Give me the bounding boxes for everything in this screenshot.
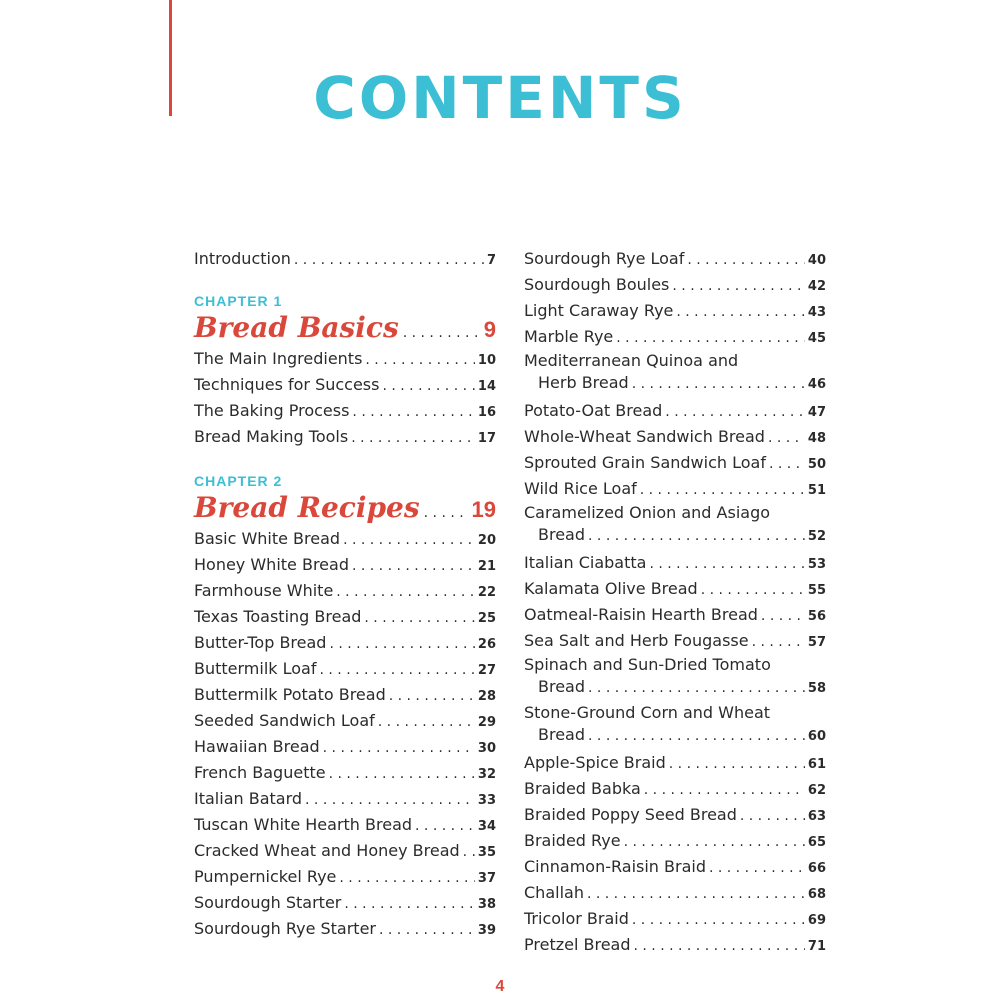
toc-entry[interactable]: [524, 272, 826, 298]
toc-entry-title: Oatmeal-Raisin Hearth Bread: [524, 605, 758, 624]
toc-entry-title: Potato-Oat Bread: [524, 401, 663, 420]
toc-entry-page: 55: [807, 583, 826, 598]
dot-leader: [672, 273, 805, 299]
dot-leader: [382, 373, 474, 399]
chapter-label: CHAPTER 2: [194, 473, 283, 489]
toc-entry-page: 27: [477, 663, 496, 678]
toc-entry[interactable]: [524, 906, 826, 932]
toc-entry-page: 63: [807, 809, 826, 824]
toc-entry[interactable]: [524, 450, 826, 476]
dot-leader: [352, 553, 475, 579]
toc-entry-title: Honey White Bread: [194, 555, 349, 574]
dot-leader: [632, 373, 805, 395]
toc-entry-title: Cracked Wheat and Honey Bread: [194, 841, 460, 860]
toc-entry-page: 50: [807, 457, 826, 472]
toc-entry-title: Pretzel Bread: [524, 935, 631, 954]
toc-entry[interactable]: [524, 828, 826, 854]
page-title: CONTENTS: [313, 64, 687, 132]
chapter-title: Bread Recipes: [194, 491, 420, 524]
chapter-title-heading[interactable]: [194, 310, 496, 346]
dot-leader: [676, 299, 805, 325]
toc-entry-page: 61: [807, 757, 826, 772]
dot-leader: [352, 399, 474, 425]
toc-entry[interactable]: [194, 372, 496, 398]
dot-leader: [588, 725, 805, 747]
dot-leader: [329, 761, 475, 787]
dot-leader: [344, 891, 475, 917]
dot-leader: [740, 803, 805, 829]
toc-entry-title: Introduction: [194, 249, 291, 268]
toc-entry[interactable]: [194, 578, 496, 604]
toc-entry-title-line2: Herb Bread: [538, 373, 629, 392]
chapter-label: CHAPTER 1: [194, 293, 283, 309]
toc-entry[interactable]: [524, 654, 826, 698]
toc-entry-title: Pumpernickel Rye: [194, 867, 337, 886]
toc-entry-page: 69: [807, 913, 826, 928]
toc-entry[interactable]: [524, 702, 826, 746]
toc-entry-title: Italian Ciabatta: [524, 553, 647, 572]
dot-leader: [365, 347, 475, 373]
toc-entry[interactable]: [524, 750, 826, 776]
toc-entry-title: Butter-Top Bread: [194, 633, 327, 652]
toc-entry-page: 37: [477, 871, 496, 886]
toc-entry-title: The Baking Process: [194, 401, 350, 420]
chapter-2-entries: [194, 526, 496, 942]
toc-entry-introduction[interactable]: [194, 246, 496, 272]
dot-leader: [588, 677, 805, 699]
toc-entry-page: 25: [477, 611, 496, 626]
toc-entry[interactable]: [524, 298, 826, 324]
toc-entry[interactable]: [524, 628, 826, 654]
toc-entry-page: 20: [477, 533, 496, 548]
toc-entry-title: Farmhouse White: [194, 581, 334, 600]
toc-entry-title: Italian Batard: [194, 789, 303, 808]
toc-entry-title: Sourdough Rye Loaf: [524, 249, 685, 268]
toc-entry-title: The Main Ingredients: [194, 349, 363, 368]
toc-entry[interactable]: [524, 880, 826, 906]
toc-entry-page: 46: [807, 377, 826, 392]
toc-entry-title: Tricolor Braid: [524, 909, 629, 928]
toc-entry[interactable]: [194, 786, 496, 812]
toc-entry[interactable]: [194, 708, 496, 734]
dot-leader: [769, 451, 805, 477]
chapter-title-heading[interactable]: [194, 490, 496, 526]
toc-entry-title: Sourdough Starter: [194, 893, 342, 912]
toc-entry-title: Techniques for Success: [194, 375, 380, 394]
toc-entry-title: Marble Rye: [524, 327, 614, 346]
toc-entry-title-line1: Caramelized Onion and Asiago: [524, 503, 771, 522]
toc-entry-page: 35: [477, 845, 496, 860]
toc-entry-page: 30: [477, 741, 496, 756]
toc-entry-page: 7: [486, 253, 496, 268]
toc-entry-page: 56: [807, 609, 826, 624]
toc-entry-title: Buttermilk Loaf: [194, 659, 317, 678]
toc-entry-page: 48: [807, 431, 826, 446]
toc-entry[interactable]: [194, 398, 496, 424]
dot-leader: [640, 477, 805, 503]
toc-entry[interactable]: [194, 916, 496, 942]
toc-entry[interactable]: [524, 602, 826, 628]
toc-entry-title: Buttermilk Potato Bread: [194, 685, 386, 704]
toc-entry-page: 38: [477, 897, 496, 912]
dot-leader: [624, 829, 805, 855]
toc-right-column: [524, 246, 826, 958]
toc-entry-page: 71: [807, 939, 826, 954]
dot-leader: [616, 325, 805, 351]
toc-entry-title: Seeded Sandwich Loaf: [194, 711, 375, 730]
toc-entry-page: 53: [807, 557, 826, 572]
dot-leader: [761, 603, 805, 629]
toc-entry[interactable]: [194, 812, 496, 838]
dot-leader: [379, 917, 475, 943]
toc-entry-page: 42: [807, 279, 826, 294]
toc-entry-page: 51: [807, 483, 826, 498]
toc-entry-title: Wild Rice Loaf: [524, 479, 637, 498]
dot-leader: [305, 787, 475, 813]
toc-entry-page: 32: [477, 767, 496, 782]
toc-entry-title: Bread Making Tools: [194, 427, 349, 446]
dot-leader: [424, 495, 468, 531]
toc-entry[interactable]: [524, 502, 826, 546]
toc-left-column: [194, 246, 496, 942]
toc-entry-title: Sea Salt and Herb Fougasse: [524, 631, 749, 650]
dot-leader: [351, 425, 475, 451]
dot-leader: [343, 527, 475, 553]
toc-entry-title: Tuscan White Hearth Bread: [194, 815, 413, 834]
dot-leader: [632, 907, 805, 933]
toc-entry[interactable]: [524, 802, 826, 828]
toc-entry-page: 39: [477, 923, 496, 938]
toc-entry[interactable]: [194, 604, 496, 630]
toc-entry[interactable]: [194, 890, 496, 916]
dot-leader: [649, 551, 804, 577]
dot-leader: [336, 579, 475, 605]
toc-entry-page: 34: [477, 819, 496, 834]
dot-leader: [364, 605, 475, 631]
toc-entry-title: Sourdough Rye Starter: [194, 919, 376, 938]
toc-entry[interactable]: [194, 630, 496, 656]
dot-leader: [701, 577, 805, 603]
toc-entry-title-line2: Bread: [538, 677, 586, 696]
toc-entry-title: Cinnamon-Raisin Braid: [524, 857, 706, 876]
toc-entry-title: Basic White Bread: [194, 529, 341, 548]
toc-entry-title: Sprouted Grain Sandwich Loaf: [524, 453, 766, 472]
toc-entry[interactable]: [194, 864, 496, 890]
toc-entry[interactable]: [524, 398, 826, 424]
toc-entry-page: 43: [807, 305, 826, 320]
toc-entry-page: 45: [807, 331, 826, 346]
toc-entry-title: Braided Poppy Seed Bread: [524, 805, 737, 824]
dot-leader: [752, 629, 805, 655]
dot-leader: [378, 709, 475, 735]
toc-entry-page: 62: [807, 783, 826, 798]
dot-leader: [339, 865, 475, 891]
toc-entry-page: 58: [807, 681, 826, 696]
toc-entry-page: 57: [807, 635, 826, 650]
toc-entry[interactable]: [524, 854, 826, 880]
toc-entry[interactable]: [194, 346, 496, 372]
dot-leader: [294, 247, 484, 273]
toc-entry-title-line2: Bread: [538, 725, 586, 744]
toc-entry-page: 60: [807, 729, 826, 744]
toc-entry-page: 16: [477, 405, 496, 420]
dot-leader: [403, 315, 480, 351]
toc-entry-page: 68: [807, 887, 826, 902]
dot-leader: [709, 855, 805, 881]
dot-leader: [588, 525, 805, 547]
dot-leader: [389, 683, 475, 709]
toc-entry-page: 47: [807, 405, 826, 420]
toc-entry[interactable]: [194, 734, 496, 760]
toc-entry[interactable]: [524, 246, 826, 272]
toc-entry-page: 17: [477, 431, 496, 446]
toc-entry-title: Braided Rye: [524, 831, 621, 850]
toc-entry-title-line2: Bread: [538, 525, 586, 544]
toc-entry-title-line1: Spinach and Sun-Dried Tomato: [524, 655, 771, 674]
dot-leader: [320, 657, 475, 683]
toc-entry-page: 29: [477, 715, 496, 730]
toc-entry[interactable]: [524, 576, 826, 602]
toc-entry[interactable]: [194, 552, 496, 578]
chapter-page: 19: [471, 497, 496, 522]
toc-entry[interactable]: [524, 324, 826, 350]
toc-entry-title: Sourdough Boules: [524, 275, 670, 294]
toc-entry-title: Braided Babka: [524, 779, 641, 798]
toc-entry[interactable]: [194, 838, 496, 864]
toc-entry-page: 22: [477, 585, 496, 600]
toc-entry-title: Kalamata Olive Bread: [524, 579, 698, 598]
dot-leader: [634, 933, 805, 959]
toc-entry-title: Hawaiian Bread: [194, 737, 320, 756]
toc-entry-title: Challah: [524, 883, 584, 902]
toc-entry-title: Whole-Wheat Sandwich Bread: [524, 427, 765, 446]
toc-entry-page: 28: [477, 689, 496, 704]
dot-leader: [415, 813, 475, 839]
toc-entry-title-line1: Mediterranean Quinoa and: [524, 351, 739, 370]
toc-entry[interactable]: [524, 932, 826, 958]
dot-leader: [644, 777, 805, 803]
dot-leader: [323, 735, 475, 761]
toc-entry[interactable]: [194, 424, 496, 450]
toc-entry-title: Apple-Spice Braid: [524, 753, 666, 772]
toc-entry[interactable]: [524, 424, 826, 450]
dot-leader: [768, 425, 805, 451]
toc-entry[interactable]: [524, 550, 826, 576]
toc-entry[interactable]: [194, 682, 496, 708]
dot-leader: [329, 631, 474, 657]
toc-entry[interactable]: [524, 776, 826, 802]
chapter-1-entries: [194, 346, 496, 450]
toc-entry[interactable]: [524, 476, 826, 502]
toc-entry-page: 33: [477, 793, 496, 808]
toc-entry-page: 10: [477, 353, 496, 368]
chapter-page: 9: [483, 317, 496, 342]
toc-entry-title-line1: Stone-Ground Corn and Wheat: [524, 703, 771, 722]
toc-entry-page: 21: [477, 559, 496, 574]
toc-entry-page: 52: [807, 529, 826, 544]
dot-leader: [687, 247, 805, 273]
chapter-title: Bread Basics: [194, 311, 399, 344]
toc-entry-title: Texas Toasting Bread: [194, 607, 362, 626]
toc-entry[interactable]: [194, 760, 496, 786]
toc-entry-title: Light Caraway Rye: [524, 301, 674, 320]
dot-leader: [669, 751, 805, 777]
toc-entry[interactable]: [524, 350, 826, 394]
page-number: 4: [495, 978, 505, 995]
toc-entry[interactable]: [194, 526, 496, 552]
toc-entry-page: 66: [807, 861, 826, 876]
toc-entry[interactable]: [194, 656, 496, 682]
toc-entry-page: 26: [477, 637, 496, 652]
toc-entry-page: 14: [477, 379, 496, 394]
toc-entry-page: 40: [807, 253, 826, 268]
dot-leader: [587, 881, 805, 907]
toc-entry-title: French Baguette: [194, 763, 326, 782]
toc-entry-page: 65: [807, 835, 826, 850]
dot-leader: [463, 839, 475, 865]
dot-leader: [665, 399, 805, 425]
